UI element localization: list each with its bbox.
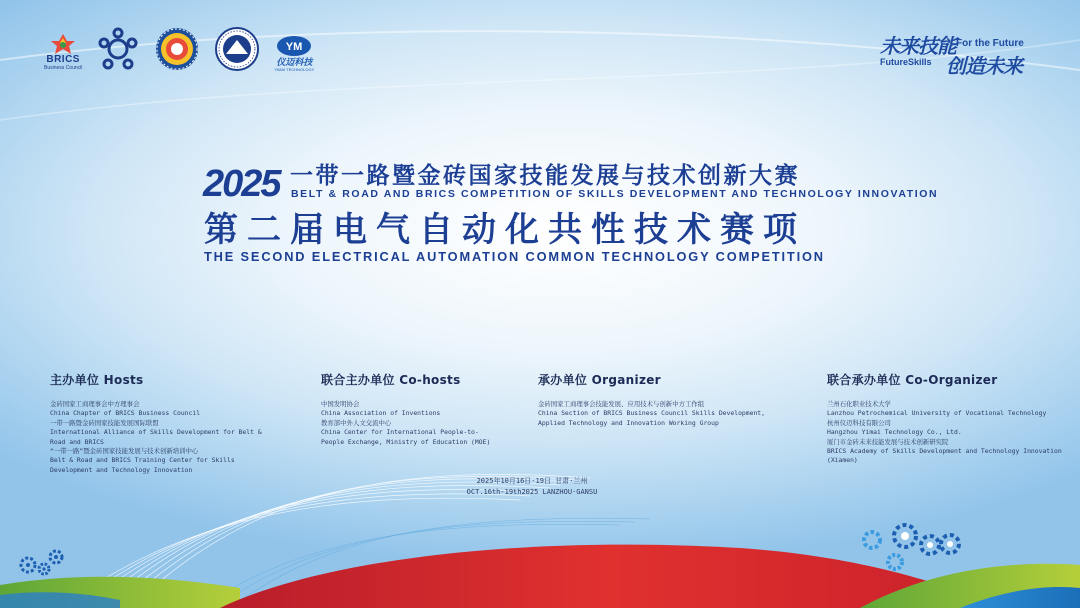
partner-logos <box>44 26 314 72</box>
hosts-heading: 主办单位 Hosts <box>50 373 144 387</box>
organizer-section <box>538 371 765 428</box>
title-year: 2025 <box>203 163 280 205</box>
yimai-mark-icon <box>276 35 312 57</box>
event-date-cn: 2025年10月16日-19日 甘肃·兰州 <box>476 477 588 485</box>
gears-icon <box>850 510 980 590</box>
title-en-line1: BELT & ROAD AND BRICS COMPETITION OF SKILLS DEVELOPMENT AND TECHNOLOGY INNOVATION <box>291 188 939 200</box>
cohosts-section <box>321 371 490 447</box>
brics-logo-subtext: Business Council <box>44 65 83 71</box>
brand-cn-line2: 创造未来 <box>946 56 1022 78</box>
belt-road-alliance-logo <box>96 26 140 72</box>
yimai-logo-text: 仪迈科技 <box>276 57 313 67</box>
yimai-logo-subtext: YIMAI TECHNOLOGY <box>274 67 315 72</box>
coorganizer-heading: 联合承办单位 Co-Organizer <box>827 373 998 387</box>
brand-en-line1: For the Future <box>956 38 1024 49</box>
coorganizer-list: 兰州石化职业技术大学 Lanzhou Petrochemical University of Vocational Technology 杭州仪迈科技有限公司 Hangzhou Yimai Technology Co., Ltd. 厦门市金砖未来技能发展与技术创新研究院 BRICS Academy of Skills Development and Technology Innovation (Xiamen) <box>827 400 1062 465</box>
brics-business-council-logo <box>44 33 82 72</box>
event-date <box>0 476 1080 498</box>
organizer-list: 金砖国家工商理事会技能发展、应用技术与创新中方工作组 China Section of BRICS Business Council Skills Development, Applied Technology and Innovation Working Group <box>538 400 766 427</box>
event-date-en: OCT.16th-19th2025 LANZHOU·GANSU <box>466 488 598 496</box>
brand-en-line2: FutureSkills <box>880 57 932 67</box>
emblem-icon <box>154 26 200 72</box>
hosts-section <box>50 371 262 475</box>
cohosts-list: 中国发明协会 China Association of Inventions 教育部中外人文交流中心 China Center for International People-to- People Exchange, Ministry of Education (MOE) <box>321 400 491 446</box>
brics-star-icon <box>48 33 78 55</box>
circular-emblem-logo <box>154 26 200 72</box>
futureskills-brand-logo <box>880 30 1040 78</box>
university-seal-logo <box>214 26 260 72</box>
alliance-people-icon <box>96 26 140 72</box>
gears-icon <box>16 545 76 581</box>
organizer-heading: 承办单位 Organizer <box>538 373 661 387</box>
hosts-list: 金砖国家工商理事会中方理事会 China Chapter of BRICS Business Council 一带一路暨金砖国家技能发展国际联盟 International Alliance of Skills Development for Belt & Road and BRICS “一带一路”暨金砖国家技能发展与技术创新培训中心 Belt & Road and BRICS Training Center for Skills Development and Technology Innovation <box>50 400 262 474</box>
brand-cn-line1: 未来技能 <box>880 36 956 58</box>
seal-icon <box>214 26 260 72</box>
cohosts-heading: 联合主办单位 Co-hosts <box>321 373 461 387</box>
svg-text:YM: YM <box>286 41 303 53</box>
title-cn-line1: 一带一路暨金砖国家技能发展与技术创新大赛 <box>290 162 800 188</box>
yimai-technology-logo <box>274 35 314 72</box>
title-cn-line2: 第二届电气自动化共性技术赛项 <box>204 211 806 249</box>
brics-logo-text: BRICS <box>46 54 80 65</box>
coorganizer-section <box>827 371 1062 466</box>
title-en-line2: THE SECOND ELECTRICAL AUTOMATION COMMON TECHNOLOGY COMPETITION <box>204 249 825 264</box>
